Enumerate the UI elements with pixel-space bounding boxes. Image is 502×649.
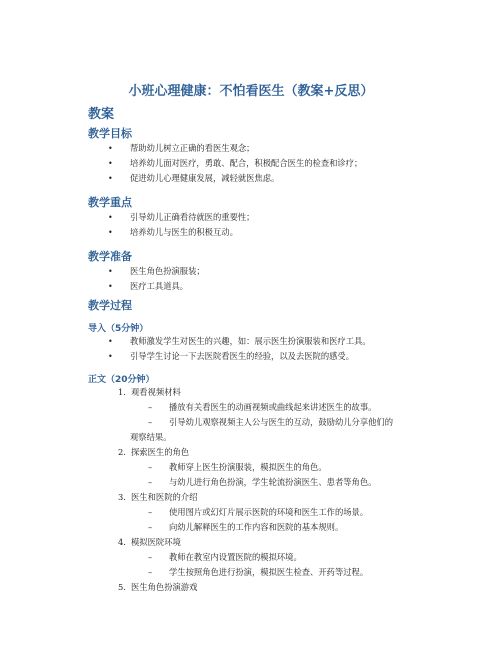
sub-item: – 学生按照角色进行扮演，模拟医生检查、开药等过程。 bbox=[0, 565, 502, 580]
heading-prep: 教学准备 bbox=[88, 250, 132, 263]
bullet-icon: • bbox=[108, 174, 113, 183]
heading-process: 教学过程 bbox=[88, 299, 132, 312]
document-page: 小班心理健康：不怕看医生（教案+反思） 教案 教学目标 • 帮助幼儿树立正确的看医生观念； • 培养幼儿面对医疗，勇敢、配合，积极配合医生的检查和诊疗； • 促进幼儿心理健康发展，减轻就医焦虑。 教学重点 • 引导幼儿正确看待就医的重要性； • 培养幼儿与医生的积极互动。 教学准备 • 医生角色扮演服装； • 医疗工具道具。 教学过程 导入（5分钟） • 教师激发学生对医生的兴趣，如：展示医生扮演服装和医疗工具。 • 引导学生讨论一下去医院看医生的经验，以及去医院的感受。 正文（20分钟） 1. 观看视频材料 – 播放有关看医生的动画视频或曲线起来讲述医生的故事。 – 引导幼儿观察视频主人公与医生的互动，鼓励幼儿分享他们的 观察结果。 2. 探索医生的角色 – 教师穿上医生扮演服装，模拟医生的角色。 – 与幼儿进行角色扮演，学生轮流扮演医生、患者等角色。 3. 医生和医院的介绍 – 使用图片或幻灯片展示医院的环境和医生工作的场景。 – 向幼儿解释医生的工作内容和医院的基本规则。 4. 模拟医院环境 – 教师在教室内设置医院的模拟环境。 – 学生按照角色进行扮演，模拟医生检查、开药等过程。 5. 医生角色扮演游戏 bbox=[0, 0, 502, 649]
list-item: 3. 医生和医院的介绍 bbox=[118, 492, 198, 502]
list-item: 1. 观看视频材料 bbox=[118, 387, 181, 397]
sub-item: – 教师穿上医生扮演服装，模拟医生的角色。 bbox=[0, 460, 502, 475]
main-ordered-list bbox=[0, 385, 502, 595]
dash-icon: – bbox=[148, 402, 153, 412]
heading-intro: 导入（5分钟） bbox=[88, 324, 149, 334]
sub-item: – 引导幼儿观察视频主人公与医生的互动，鼓励幼儿分享他们的 观察结果。 bbox=[130, 417, 394, 442]
list-item: 4. 模拟医院环境 bbox=[118, 537, 181, 547]
sub-item: – 教师在教室内设置医院的模拟环境。 bbox=[0, 550, 502, 565]
heading-goals: 教学目标 bbox=[88, 127, 132, 140]
dash-icon: – bbox=[148, 507, 153, 517]
bullet-icon: • bbox=[108, 337, 113, 346]
dash-icon: – bbox=[148, 522, 153, 532]
sub-item: – 与幼儿进行角色扮演，学生轮流扮演医生、患者等角色。 bbox=[0, 475, 502, 490]
list-item: 5. 医生角色扮演游戏 bbox=[118, 582, 198, 592]
dash-icon: – bbox=[148, 552, 153, 562]
bullet-icon: • bbox=[108, 352, 113, 361]
bullet-icon: • bbox=[108, 144, 113, 153]
sub-item: – 向幼儿解释医生的工作内容和医院的基本规则。 bbox=[0, 520, 502, 535]
dash-icon: – bbox=[148, 462, 153, 472]
dash-icon: – bbox=[148, 417, 153, 427]
sub-item: – 播放有关看医生的动画视频或曲线起来讲述医生的故事。 bbox=[0, 400, 502, 415]
section-heading-lesson: 教案 bbox=[88, 107, 115, 122]
dash-icon: – bbox=[148, 477, 153, 487]
dash-icon: – bbox=[148, 567, 153, 577]
sub-item: – 使用图片或幻灯片展示医院的环境和医生工作的场景。 bbox=[0, 505, 502, 520]
bullet-icon: • bbox=[108, 213, 113, 222]
document-title: 小班心理健康：不怕看医生（教案+反思） bbox=[128, 84, 374, 99]
bullet-icon: • bbox=[108, 267, 113, 276]
bullet-icon: • bbox=[108, 159, 113, 168]
bullet-icon: • bbox=[108, 228, 113, 237]
heading-main: 正文（20分钟） bbox=[88, 375, 155, 385]
heading-focus: 教学重点 bbox=[88, 196, 132, 209]
bullet-icon: • bbox=[108, 282, 113, 291]
list-item: 2. 探索医生的角色 bbox=[118, 447, 190, 457]
